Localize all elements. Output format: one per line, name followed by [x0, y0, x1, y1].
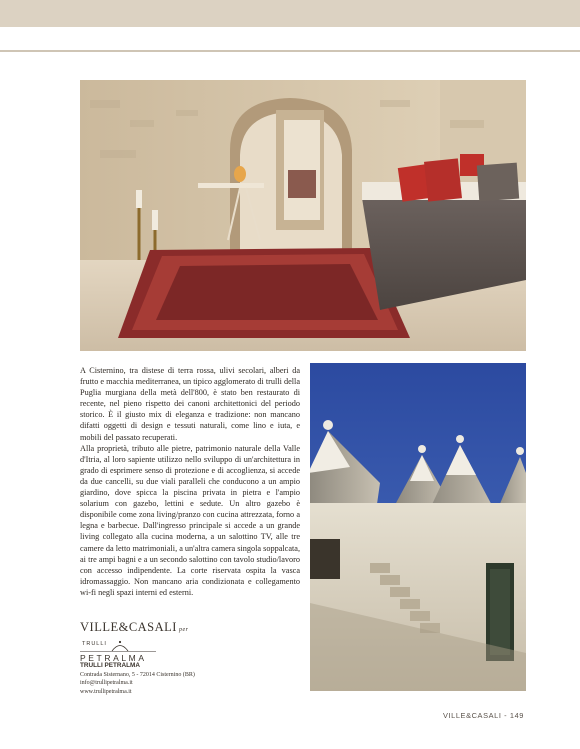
- interior-illustration: [80, 80, 526, 351]
- logo-petralma-text: PETRALMA: [80, 653, 147, 663]
- trulli-illustration: [310, 363, 526, 691]
- contact-website[interactable]: www.trullipetralma.it: [80, 688, 132, 695]
- page-folio: VILLE&CASALI - 149: [442, 711, 524, 720]
- article-paragraph-2: Alla proprietà, tributo alle pietre, patrimonio naturale della Valle d'Itria, al loro sapiente utilizzo nello sviluppo di un'architettura in grado di esprimere senso di protezione e di accoglienza, si accede da due cancelli, su due viali paralleli che conducono a un ampio giardino, dove spicca la piscina privata in pietra e l'ampio solarium con gazebo, lettini e sedute. Un altro gazebo è disponibile come zona living/pranzo con cucina attrezzata, forno a legna e barbecue. Dall'ingresso principale si accede a un grande living collegato alla cucina moderna, a un salottino TV, alle tre camere da letto matrimoniali, a un'altra camera singola soppalcata, ai tre ampi bagni e a un secondo salottino con tavolo studio/lavoro con accesso indipendente. La corte riservata ospita la vasca idromassaggio. Non mancano aria condizionata e collegamento wi-fi negli spazi interni ed esterni.: [80, 443, 301, 597]
- brand-name: VILLE&CASALI: [80, 620, 177, 634]
- advertiser-logo: [80, 620, 250, 667]
- article-body: [80, 365, 300, 598]
- contact-info: [80, 662, 280, 696]
- contact-name: TRULLI PETRALMA: [80, 662, 140, 669]
- contact-address: Contrada Sisternano, 5 - 72014 Cisternino (BR): [80, 671, 195, 678]
- logo-trulli-text: TRULLI: [82, 641, 107, 647]
- top-rule: [0, 50, 580, 52]
- interior-photo: [80, 80, 526, 351]
- article-paragraph-1: A Cisternino, tra distese di terra rossa, ulivi secolari, alberi da frutto e macchia mediterranea, un tipico agglomerato di trulli della Puglia murgiana della metà dell'800, è stato ben restaurato di recente, nel pieno rispetto dei canoni architettonici del periodo storico. È il giusto mix di eleganza e tradizione: non mancano difatti oggetti di design e tessuti naturali, come lino e iuta, e mobili del passato recuperati.: [80, 366, 300, 442]
- trulli-photo: [310, 363, 526, 691]
- top-band: [0, 0, 580, 27]
- contact-email[interactable]: info@trullipetralma.it: [80, 680, 133, 687]
- brand-per: per: [178, 627, 189, 633]
- brand-wordmark: [80, 620, 250, 635]
